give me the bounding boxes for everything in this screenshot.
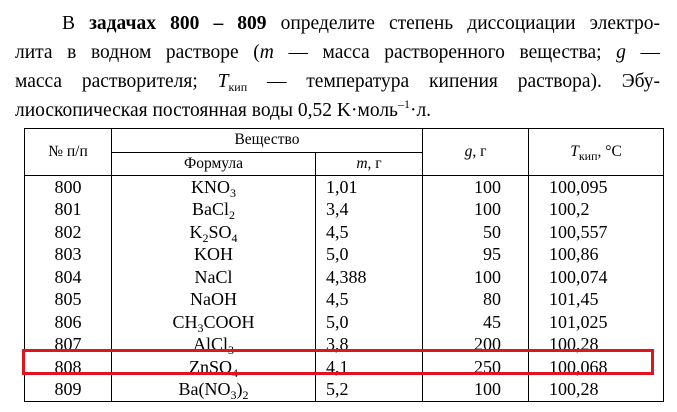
cell-g: 100 <box>423 378 529 401</box>
header-num: № п/п <box>25 129 112 176</box>
cell-g: 100 <box>423 266 529 289</box>
table-row <box>25 175 664 198</box>
cell-num: 808 <box>25 356 112 379</box>
cell-m: 4,5 <box>316 221 423 244</box>
cell-formula: $CH_3COOH$ <box>112 311 316 334</box>
cell-num: 805 <box>25 288 112 311</box>
cell-t: 100,068 <box>529 356 664 379</box>
table-row <box>25 311 664 334</box>
cell-num: 801 <box>25 198 112 221</box>
cell-t: 100,074 <box>529 266 664 289</box>
cell-g: 45 <box>423 311 529 334</box>
table-row <box>25 378 664 401</box>
header-formula: Формула <box>112 152 316 175</box>
cell-g: 95 <box>423 243 529 266</box>
table-row <box>25 333 664 356</box>
cell-t: 100,095 <box>529 175 664 198</box>
header-g: g, г <box>423 129 529 176</box>
cell-g: 250 <box>423 356 529 379</box>
cell-m: 4,5 <box>316 288 423 311</box>
cell-formula: NaCl <box>112 266 316 289</box>
cell-t: 100,557 <box>529 221 664 244</box>
cell-num: 804 <box>25 266 112 289</box>
cell-num: 800 <box>25 175 112 198</box>
cell-t: 101,025 <box>529 311 664 334</box>
table-row <box>25 243 664 266</box>
cell-g: 100 <box>423 175 529 198</box>
cell-num: 803 <box>25 243 112 266</box>
cell-m: 4,1 <box>316 356 423 379</box>
table-row <box>25 221 664 244</box>
cell-t: 101,45 <box>529 288 664 311</box>
cell-m: 5,0 <box>316 243 423 266</box>
cell-num: 806 <box>25 311 112 334</box>
cell-formula: KOH <box>112 243 316 266</box>
cell-g: 50 <box>423 221 529 244</box>
header-t: $T_{кип}$, °C <box>529 129 664 176</box>
cell-t: 100,28 <box>529 333 664 356</box>
text-line-1: В задачах 800 – 809 определите степень диссоциации электро- <box>62 13 660 34</box>
header-m: m, г <box>316 152 423 175</box>
cell-formula: ZnSO$_4$ <box>112 356 316 379</box>
table-row <box>25 266 664 289</box>
cell-m: 4,388 <box>316 266 423 289</box>
cell-m: 5,0 <box>316 311 423 334</box>
text-line-3: масса растворителя; $T_{кип}$ — температура кипения раствора). Эбу- <box>15 71 660 94</box>
cell-num: 802 <box>25 221 112 244</box>
cell-m: 3,4 <box>316 198 423 221</box>
cell-m: 3,8 <box>316 333 423 356</box>
cell-formula: $KNO_3$ <box>112 175 316 198</box>
table-row <box>25 356 664 379</box>
text-line-4: лиоскопическая постоянная воды 0,52 K·моль$^{-1}$·л. <box>15 97 432 121</box>
cell-m: 5,2 <box>316 378 423 401</box>
text-line-2: лита в водном растворе (m — масса растворенного вещества; g — <box>15 42 661 63</box>
cell-formula: AlCl$_3$ <box>112 333 316 356</box>
cell-g: 200 <box>423 333 529 356</box>
cell-g: 80 <box>423 288 529 311</box>
cell-t: 100,2 <box>529 198 664 221</box>
header-substance: Вещество <box>112 129 423 153</box>
cell-formula: BaCl$_2$ <box>112 198 316 221</box>
cell-g: 100 <box>423 198 529 221</box>
table-row <box>25 288 664 311</box>
cell-num: 809 <box>25 378 112 401</box>
cell-t: 100,28 <box>529 378 664 401</box>
data-table <box>24 128 664 402</box>
cell-formula: NaOH <box>112 288 316 311</box>
table-row <box>25 198 664 221</box>
cell-num: 807 <box>25 333 112 356</box>
cell-formula: $Ba(NO_3)_2$ <box>112 378 316 401</box>
problem-text <box>15 9 660 125</box>
cell-formula: $K_2SO_4$ <box>112 221 316 244</box>
cell-m: 1,01 <box>316 175 423 198</box>
cell-t: 100,86 <box>529 243 664 266</box>
